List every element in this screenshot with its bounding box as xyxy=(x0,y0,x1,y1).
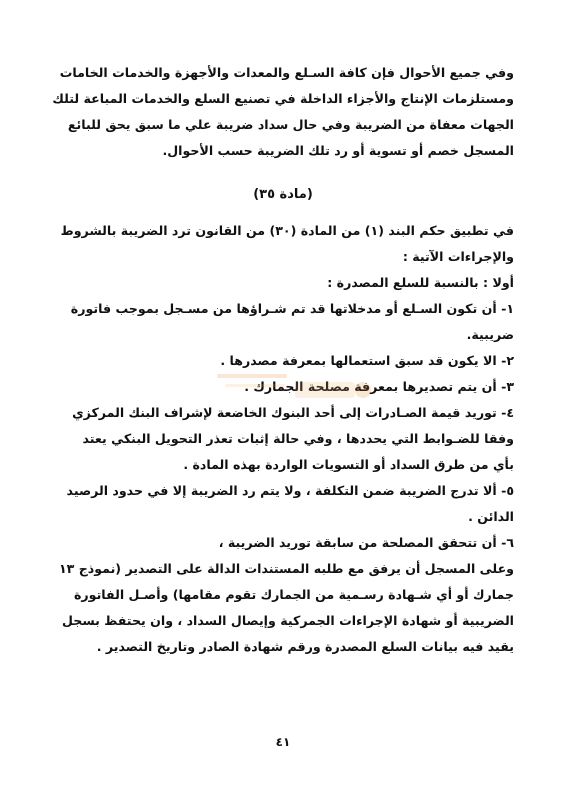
list-item xyxy=(52,374,514,400)
list-item xyxy=(52,296,514,348)
list-item xyxy=(52,530,514,556)
text-line: ٢- الا يكون قد سبق استعمالها بمعرفة مصدرها . xyxy=(220,353,514,368)
text-line: ١- أن تكون السـلع أو مدخلاتها قد تم شـراؤها من مسـجل بموجب فاتورة xyxy=(70,301,514,316)
list-item xyxy=(52,478,514,530)
text-line: ضريبية. xyxy=(466,327,514,342)
text-line: المسجل خصم أو تسوية أو رد تلك الضريبة حسب الأحوال. xyxy=(162,143,514,158)
text-line: وفقا للضـوابط التي يحددها ، وفي حالة إثبات تعذر التحويل البنكي يعتد xyxy=(82,431,514,446)
text-line: الدائن . xyxy=(468,509,514,524)
text-line: ٣- أن يتم تصديرها بمعرفة مصلحة الجمارك . xyxy=(244,379,514,394)
text-line: وفي جميع الأحوال فإن كافة السـلع والمعدات والأجهزة والخدمات الخامات xyxy=(59,65,514,80)
text-line: يقيد فيه بيانات السلع المصدرة ورقم شهادة الصادر وتاريخ التصدير . xyxy=(96,639,514,654)
text-line: بأي من طرق السداد أو التسويات الواردة بهذه المادة . xyxy=(183,457,514,472)
text-line: في تطبيق حكم البند (١) من المادة (٣٠) من القانون ترد الضريبة بالشروط xyxy=(60,223,514,238)
text-line: الجهات معفاة من الضريبة وفي حال سداد ضريبة علي ما سبق يحق للبائع xyxy=(67,117,514,132)
list-item xyxy=(52,400,514,478)
text-line: والإجراءات الآتية : xyxy=(402,249,514,264)
text-line: ٦- أن تتحقق المصلحة من سابقة توريد الضريبة ، xyxy=(218,535,514,550)
closing-paragraph xyxy=(52,556,514,660)
text-line: ٥- ألا تدرج الضريبة ضمن التكلفة ، ولا يتم رد الضريبة إلا في حدود الرصيد xyxy=(66,483,514,498)
text-line: الضريبية أو شهادة الإجراءات الجمركية وإيصال السداد ، وان يحتفظ بسجل xyxy=(62,613,514,628)
article-heading: (مادة ٣٥) xyxy=(253,187,313,202)
page-number: ٤١ xyxy=(275,735,291,749)
text-line: ٤- توريد قيمة الصـادرات إلى أحد البنوك الخاضعة لإشراف البنك المركزي xyxy=(72,405,514,420)
article-intro xyxy=(52,218,514,270)
section-title: أولا : بالنسبة للسلع المصدرة : xyxy=(327,275,514,290)
list-item xyxy=(52,348,514,374)
text-line: وعلى المسجل أن يرفق مع طلبه المستندات الدالة على التصدير (نموذج ١٣ xyxy=(58,561,514,576)
text-line: جمارك أو أي شـهادة رسـمية من الجمارك تقوم مقامها) وأصـل الفاتورة xyxy=(73,587,514,602)
page-content xyxy=(52,60,514,660)
text-line: ومستلزمات الإنتاج والأجزاء الداخلة في تصنيع السلع والخدمات المباعة لتلك xyxy=(52,91,514,106)
intro-paragraph xyxy=(52,60,514,164)
